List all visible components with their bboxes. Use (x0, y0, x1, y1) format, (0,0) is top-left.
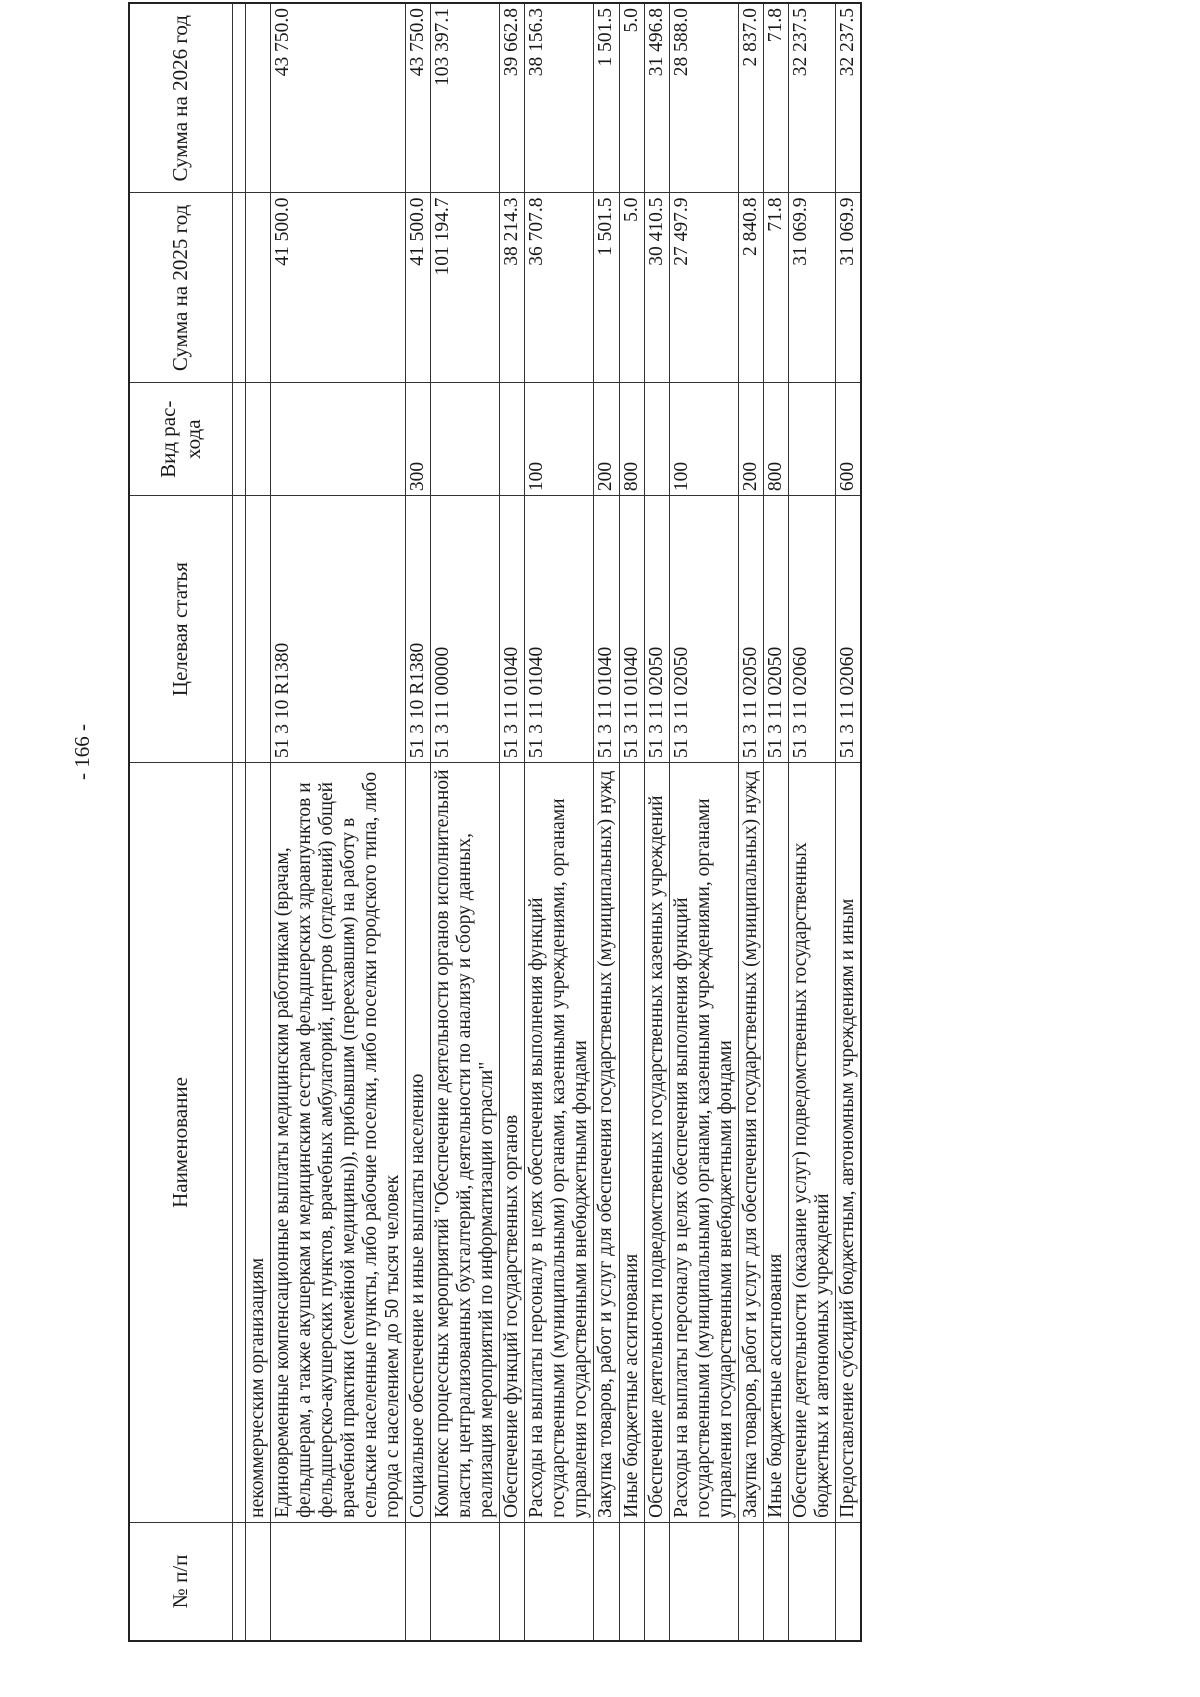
cell-sum-2026: 39 662.8 (500, 3, 525, 193)
table-header-row (129, 3, 233, 1641)
cell-num (669, 1522, 738, 1641)
cell-sum-2026: 31 496.8 (644, 3, 669, 193)
cell-name: Социальное обеспечение и иные выплаты населению (406, 763, 431, 1523)
cell-sum-2026: 38 156.3 (525, 3, 594, 193)
cell-target: 51 3 11 01040 (594, 496, 619, 763)
cell-target: 51 3 11 02050 (644, 496, 669, 763)
cell-sum-2025: 31 069.9 (788, 193, 835, 383)
cell-sum-2025: 36 707.8 (525, 193, 594, 383)
cell-name: Комплекс процессных мероприятий "Обеспечение деятельности органов исполнительной власти, централизованных бухгалтерий, деятельности по анализу и сбору данных, реализация мероприятий по информатизации отрасли" (431, 763, 500, 1523)
cell-target: 51 3 11 02050 (669, 496, 738, 763)
cell-sum-2026: 71.8 (763, 3, 788, 193)
table-row (835, 3, 861, 1641)
cell-sum-2025: 2 840.8 (738, 193, 763, 383)
page-number: - 166 - (70, 724, 94, 780)
cell-sum-2026: 1 501.5 (594, 3, 619, 193)
table-spacer-row (233, 3, 246, 1641)
cell-kind (246, 383, 271, 496)
cell-num (835, 1522, 861, 1641)
cell-kind (644, 383, 669, 496)
cell-sum-2025: 31 069.9 (835, 193, 861, 383)
cell-num (500, 1522, 525, 1641)
cell-sum-2025: 71.8 (763, 193, 788, 383)
cell-num (406, 1522, 431, 1641)
cell-sum-2026: 32 237.5 (835, 3, 861, 193)
cell-num (788, 1522, 835, 1641)
cell-name: Закупка товаров, работ и услуг для обеспечения государственных (муниципальных) нужд (594, 763, 619, 1523)
cell-kind: 800 (763, 383, 788, 496)
cell-num (246, 1522, 271, 1641)
cell-num (431, 1522, 500, 1641)
cell-target: 51 3 11 01040 (619, 496, 644, 763)
cell-kind: 200 (594, 383, 619, 496)
cell-target: 51 3 11 02050 (763, 496, 788, 763)
cell-target: 51 3 11 01040 (500, 496, 525, 763)
table-row (763, 3, 788, 1641)
table-row (246, 3, 271, 1641)
cell-target: 51 3 10 R1380 (406, 496, 431, 763)
cell-num (738, 1522, 763, 1641)
cell-name: Обеспечение деятельности подведомственных государственных казенных учреждений (644, 763, 669, 1523)
cell-name: Расходы на выплаты персоналу в целях обеспечения выполнения функций государственными (муниципальными) органами, казенными учреждениями, органами управления государственными внебюджетными фондами (525, 763, 594, 1523)
cell-target: 51 3 11 01040 (525, 496, 594, 763)
header-num: № п/п (129, 1522, 233, 1641)
cell-num (525, 1522, 594, 1641)
cell-kind: 600 (835, 383, 861, 496)
cell-kind (788, 383, 835, 496)
cell-name: Предоставление субсидий бюджетным, автономным учреждениям и иным (835, 763, 861, 1523)
table-row (500, 3, 525, 1641)
cell-kind: 100 (669, 383, 738, 496)
cell-sum-2026: 43 750.0 (406, 3, 431, 193)
table-row (271, 3, 406, 1641)
cell-sum-2025: 101 194.7 (431, 193, 500, 383)
cell-target (246, 496, 271, 763)
cell-sum-2026 (246, 3, 271, 193)
cell-sum-2026: 43 750.0 (271, 3, 406, 193)
rotated-page-content (128, 2, 1168, 1642)
cell-target: 51 3 11 02060 (835, 496, 861, 763)
cell-num (644, 1522, 669, 1641)
table-row (788, 3, 835, 1641)
table-row (406, 3, 431, 1641)
cell-sum-2026: 103 397.1 (431, 3, 500, 193)
cell-num (763, 1522, 788, 1641)
cell-sum-2025: 1 501.5 (594, 193, 619, 383)
header-name: Наименование (129, 763, 233, 1523)
header-sum-2025: Сумма на 2025 год (129, 193, 233, 383)
cell-kind (431, 383, 500, 496)
cell-name: Обеспечение функций государственных органов (500, 763, 525, 1523)
cell-name: Расходы на выплаты персоналу в целях обеспечения выполнения функций государственными (муниципальными) органами, казенными учреждениями, органами управления государственными внебюджетными фондами (669, 763, 738, 1523)
cell-name: Иные бюджетные ассигнования (619, 763, 644, 1523)
cell-kind (271, 383, 406, 496)
cell-kind: 800 (619, 383, 644, 496)
cell-num (619, 1522, 644, 1641)
cell-target: 51 3 11 02050 (738, 496, 763, 763)
cell-target: 51 3 10 R1380 (271, 496, 406, 763)
cell-target: 51 3 11 02060 (788, 496, 835, 763)
cell-sum-2025: 41 500.0 (406, 193, 431, 383)
cell-name: Иные бюджетные ассигнования (763, 763, 788, 1523)
cell-sum-2025: 38 214.3 (500, 193, 525, 383)
table-row (431, 3, 500, 1641)
table-row (619, 3, 644, 1641)
header-kind: Вид рас- хода (129, 383, 233, 496)
table-row (594, 3, 619, 1641)
header-sum-2026: Сумма на 2026 год (129, 3, 233, 193)
cell-name: Обеспечение деятельности (оказание услуг) подведомственных государственных бюджетных и автономных учреждений (788, 763, 835, 1523)
cell-kind: 300 (406, 383, 431, 496)
cell-sum-2025: 5.0 (619, 193, 644, 383)
cell-sum-2026: 5.0 (619, 3, 644, 193)
cell-name: некоммерческим организациям (246, 763, 271, 1523)
table-row (738, 3, 763, 1641)
table-row (644, 3, 669, 1641)
cell-target: 51 3 11 00000 (431, 496, 500, 763)
cell-num (594, 1522, 619, 1641)
cell-num (271, 1522, 406, 1641)
cell-sum-2025 (246, 193, 271, 383)
header-target: Целевая статья (129, 496, 233, 763)
cell-sum-2025: 30 410.5 (644, 193, 669, 383)
budget-table (128, 2, 862, 1642)
cell-name: Единовременные компенсационные выплаты медицинским работникам (врачам, фельдшерам, а также акушеркам и медицинским сестрам фельдшерских здравпунктов и фельдшерско-акушерских пунктов, врачебных амбулаторий, центров (отделений) общей врачебной практики (семейной медицины)), прибывшим (переехавшим) на работу в сельские населенные пункты, либо рабочие поселки, либо поселки городского типа, либо города с населением до 50 тысяч человек (271, 763, 406, 1523)
table-row (669, 3, 738, 1641)
cell-name: Закупка товаров, работ и услуг для обеспечения государственных (муниципальных) нужд (738, 763, 763, 1523)
cell-kind: 100 (525, 383, 594, 496)
cell-kind: 200 (738, 383, 763, 496)
cell-sum-2026: 28 588.0 (669, 3, 738, 193)
cell-kind (500, 383, 525, 496)
table-row (525, 3, 594, 1641)
cell-sum-2025: 41 500.0 (271, 193, 406, 383)
cell-sum-2026: 2 837.0 (738, 3, 763, 193)
cell-sum-2025: 27 497.9 (669, 193, 738, 383)
cell-sum-2026: 32 237.5 (788, 3, 835, 193)
